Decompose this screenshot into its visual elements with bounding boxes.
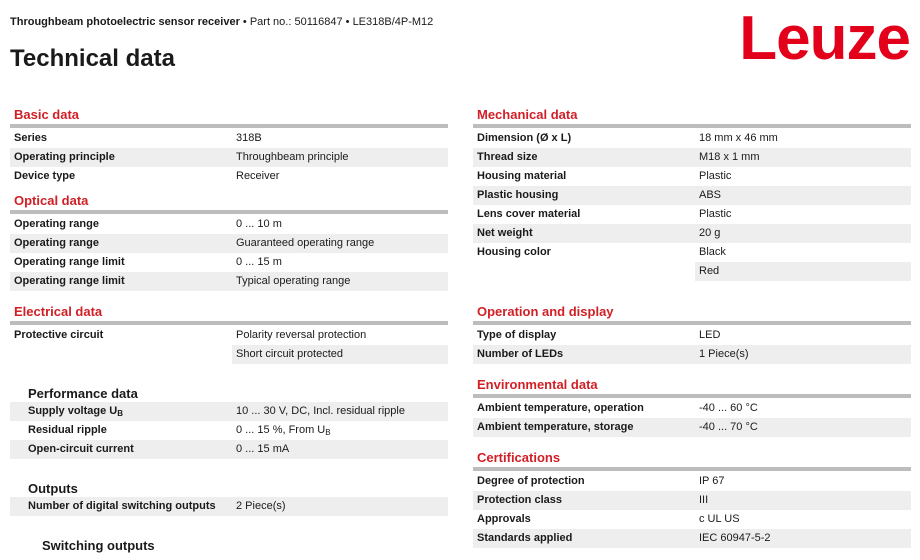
part-number: Part no.: 50116847 [249, 16, 343, 28]
row-value: ABS [699, 189, 722, 201]
table-row [10, 497, 448, 516]
row-label: Operating range [14, 218, 99, 230]
row-label: Housing material [477, 170, 567, 182]
table-row [473, 510, 911, 529]
row-value: Throughbeam principle [236, 151, 349, 163]
left-column [10, 106, 448, 554]
row-label: Ambient temperature, operation [477, 402, 644, 414]
row-label: Ambient temperature, storage [477, 421, 634, 433]
row-label: Type of display [477, 329, 557, 341]
row-label: Net weight [477, 227, 533, 239]
section-title-optical-data: Optical data [14, 193, 89, 208]
row-value: Receiver [236, 170, 280, 182]
table-row [473, 326, 911, 345]
row-value: -40 ... 60 °C [699, 402, 758, 414]
row-label: Protective circuit [14, 329, 104, 341]
row-value: 2 Piece(s) [236, 500, 286, 512]
row-value: 1 Piece(s) [699, 348, 749, 360]
row-label: Operating range limit [14, 256, 125, 268]
row-value: 18 mm x 46 mm [699, 132, 778, 144]
subsection-title-outputs: Outputs [28, 481, 78, 496]
table-row [695, 262, 911, 281]
subscript: B [117, 409, 124, 418]
row-label: Number of digital switching outputs [28, 500, 216, 512]
row-label: Residual ripple [28, 424, 107, 436]
section-title-environmental-data: Environmental data [477, 377, 598, 392]
row-label: Series [14, 132, 48, 144]
table-row [10, 234, 448, 253]
table-row [10, 402, 448, 421]
table-row [10, 326, 448, 345]
subscript: B [325, 428, 331, 437]
header-separator: • [342, 16, 353, 28]
row-value: Plastic [699, 170, 732, 182]
table-row [473, 129, 911, 148]
row-label: Plastic housing [477, 189, 559, 201]
table-row [473, 205, 911, 224]
table-row [10, 167, 448, 186]
table-row [473, 224, 911, 243]
page-title: Technical data [10, 45, 175, 72]
section-title-mechanical-data: Mechanical data [477, 107, 578, 122]
table-row [10, 421, 448, 440]
table-row [232, 345, 448, 364]
row-label: Protection class [477, 494, 562, 506]
section-title-certifications: Certifications [477, 450, 561, 465]
section-divider [10, 124, 448, 128]
table-row [473, 529, 911, 548]
row-label [24, 402, 232, 421]
row-value: Red [699, 265, 720, 277]
table-row [473, 399, 911, 418]
model-number: LE318B/4P-M12 [352, 16, 434, 28]
subsection-title-performance-data: Performance data [28, 386, 138, 401]
section-divider [473, 124, 911, 128]
right-column [473, 106, 911, 548]
section-title-electrical-data: Electrical data [14, 304, 103, 319]
table-row [473, 472, 911, 491]
row-label: Open-circuit current [28, 443, 134, 455]
row-label: Approvals [477, 513, 531, 525]
row-value: Guaranteed operating range [236, 237, 375, 249]
table-row [10, 440, 448, 459]
row-value: III [699, 494, 709, 506]
supply-voltage-label: Supply voltage U [28, 405, 118, 417]
row-label: Degree of protection [477, 475, 585, 487]
row-value: LED [699, 329, 721, 341]
table-row [10, 148, 448, 167]
row-value: Black [699, 246, 726, 258]
table-row [473, 167, 911, 186]
row-label: Operating range [14, 237, 99, 249]
product-name: Throughbeam photoelectric sensor receiver [10, 16, 240, 28]
row-value: IEC 60947-5-2 [699, 532, 771, 544]
row-label: Housing color [477, 246, 551, 258]
subsection-title-switching-outputs: Switching outputs [42, 538, 155, 553]
section-divider [10, 321, 448, 325]
row-label: Dimension (Ø x L) [477, 132, 572, 144]
row-value: c UL US [699, 513, 740, 525]
table-row [10, 129, 448, 148]
row-value: Short circuit protected [236, 348, 343, 360]
residual-ripple-value: 0 ... 15 %, From U [236, 424, 326, 436]
row-label: Device type [14, 170, 76, 182]
section-divider [473, 321, 911, 325]
table-row [473, 418, 911, 437]
row-value: 20 g [699, 227, 721, 239]
row-value: -40 ... 70 °C [699, 421, 758, 433]
row-label: Standards applied [477, 532, 573, 544]
table-row [473, 148, 911, 167]
row-label: Lens cover material [477, 208, 581, 220]
table-row [473, 345, 911, 364]
row-label: Operating principle [14, 151, 115, 163]
section-divider [10, 210, 448, 214]
section-title-basic-data: Basic data [14, 107, 80, 122]
header-separator: • [239, 16, 250, 28]
table-row [473, 491, 911, 510]
row-value: 318B [236, 132, 262, 144]
row-value: 0 ... 15 mA [236, 443, 290, 455]
leuze-logo: Leuze [739, 4, 910, 73]
row-value [232, 421, 331, 440]
table-row [10, 272, 448, 291]
section-divider [473, 394, 911, 398]
document-header [10, 16, 433, 28]
section-title-operation-and-display: Operation and display [477, 304, 614, 319]
row-label: Number of LEDs [477, 348, 564, 360]
row-value: 0 ... 10 m [236, 218, 282, 230]
row-label: Operating range limit [14, 275, 125, 287]
row-value: M18 x 1 mm [699, 151, 760, 163]
row-value: Plastic [699, 208, 732, 220]
section-divider [473, 467, 911, 471]
table-row [10, 253, 448, 272]
row-value: IP 67 [699, 475, 725, 487]
row-value: Polarity reversal protection [236, 329, 367, 341]
row-value: Typical operating range [236, 275, 351, 287]
row-label: Thread size [477, 151, 538, 163]
table-row [10, 215, 448, 234]
row-value: 0 ... 15 m [236, 256, 282, 268]
row-value: 10 ... 30 V, DC, Incl. residual ripple [236, 405, 405, 417]
table-row [473, 243, 911, 262]
table-row [473, 186, 911, 205]
